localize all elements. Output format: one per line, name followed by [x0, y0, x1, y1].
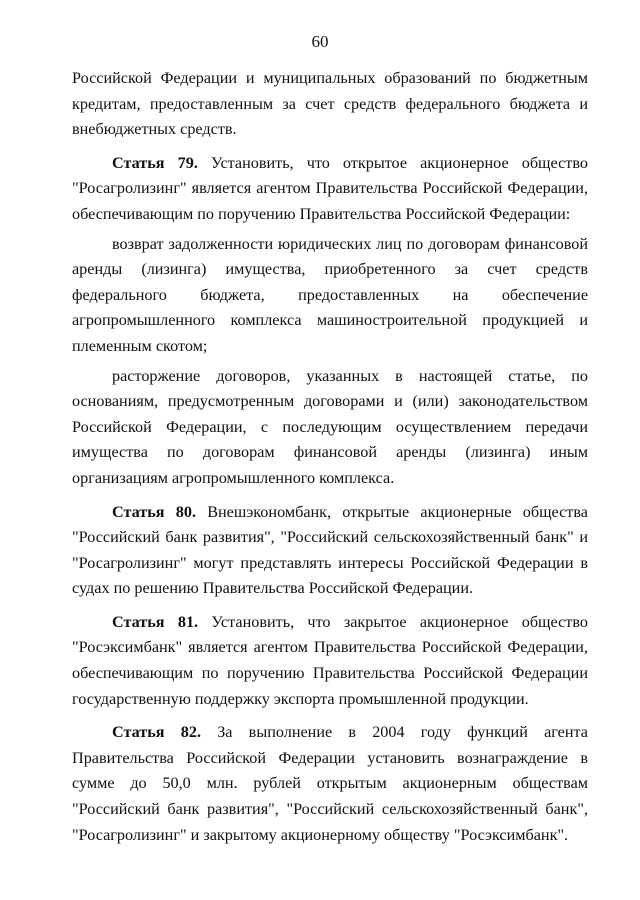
article-79-text: Установить, что открытое акционерное общество "Росагролизинг" является агентом Правительства Российской Федерации, обеспечивающим по поручению Правительства Российской Федерации:: [72, 153, 588, 223]
item-text: возврат задолженности юридических лиц по договорам финансовой аренды (лизинга) имущества, приобретенного за счет средств федерального бюджета, предоставленных на обеспечение агропромышленного комплекса машиностроительной продукцией и племенным скотом;: [72, 234, 588, 355]
article-82-heading: Статья 82.: [112, 723, 201, 742]
article-82-paragraph: [72, 720, 588, 848]
article-81-heading: Статья 81.: [112, 612, 199, 631]
paragraph-continuation: [72, 66, 588, 143]
article-81-paragraph: [72, 610, 588, 712]
article-79-item-1: [72, 232, 588, 360]
article-80-paragraph: [72, 500, 588, 602]
article-79-item-2: [72, 364, 588, 492]
article-79-paragraph: [72, 151, 588, 228]
paragraph-text: Российской Федерации и муниципальных образований по бюджетным кредитам, предоставленным за счет средств федерального бюджета и внебюджетных средств.: [72, 69, 588, 139]
article-80-text: Внешэкономбанк, открытые акционерные общества "Российский банк развития", "Российский сельскохозяйственный банк" и "Росагролизинг" могут представлять интересы Российской Федерации в судах по решению Правительства Российской Федерации.: [72, 502, 588, 598]
item-text: расторжение договоров, указанных в настоящей статье, по основаниям, предусмотренным договорами и (или) законодательством Российской Федерации, с последующим осуществлением передачи имущества по договорам финансовой аренды (лизинга) иным организациям агропромышленного комплекса.: [72, 366, 588, 487]
page-number: 60: [311, 32, 329, 51]
article-79-heading: Статья 79.: [112, 153, 198, 172]
article-82-text: За выполнение в 2004 году функций агента Правительства Российской Федерации установить вознаграждение в сумме до 50,0 млн. рублей открытым акционерным обществам "Российский банк развития", "Российский сельскохозяйственный банк", "Росагролизинг" и закрытому акционерному обществу "Росэксимбанк".: [72, 723, 588, 844]
article-80-heading: Статья 80.: [112, 502, 197, 521]
document-body: [72, 66, 588, 848]
article-81-text: Установить, что закрытое акционерное общество "Росэксимбанк" является агентом Правительства Российской Федерации, обеспечивающим по поручению Правительства Российской Федерации государственную поддержку экспорта промышленной продукции.: [72, 612, 588, 708]
